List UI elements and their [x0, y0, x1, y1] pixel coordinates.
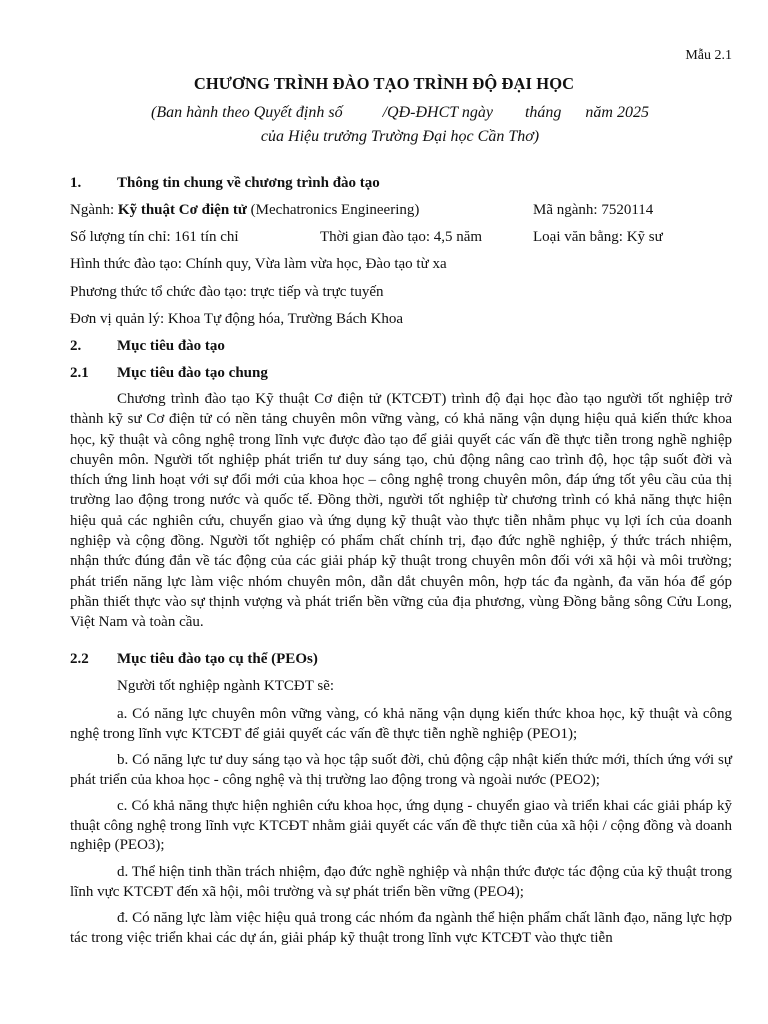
training-form: Hình thức đào tạo: Chính quy, Vừa làm vừa học, Đào tạo từ xa — [70, 256, 447, 272]
managing-unit: Đơn vị quản lý: Khoa Tự động hóa, Trường Bách Khoa — [70, 311, 404, 327]
section-2-1-number: 2.1 — [70, 365, 89, 381]
section-2-number: 2. — [70, 338, 82, 354]
peo-item-b: b. Có năng lực tư duy sáng tạo và học tập suốt đời, chủ động cập nhật kiến thức mới, thích ứng với sự phát triển của khoa học - công nghệ và thị trường lao động trong và ngoài nước (PEO2); — [70, 752, 732, 788]
section-1-heading: Thông tin chung về chương trình đào tạo — [117, 175, 380, 191]
major-label: Ngành: — [70, 202, 118, 218]
major-name: Kỹ thuật Cơ điện tử — [117, 202, 247, 218]
peo-item-dd: đ. Có năng lực làm việc hiệu quả trong các nhóm đa ngành thể hiện phẩm chất lãnh đạo, năng lực hợp tác trong việc triển khai các dự án, giải pháp kỹ thuật trong lĩnh vực KTCĐT vào thực tiễn — [70, 910, 732, 946]
peo-item-c: c. Có khả năng thực hiện nghiên cứu khoa học, ứng dụng - chuyển giao và triển khai các giải pháp kỹ thuật công nghệ trong lĩnh vực KTCĐT nhằm giải quyết các vấn đề thực tiễn của xã hội / cộng đồng và doanh nghiệp (PEO3); — [70, 798, 732, 853]
major-line — [70, 202, 419, 219]
section-2-heading: Mục tiêu đào tạo — [117, 338, 225, 354]
document-subtitle — [60, 101, 740, 149]
degree-type: Loại văn bằng: Kỹ sư — [533, 229, 663, 245]
section-2-2-heading: Mục tiêu đào tạo cụ thể (PEOs) — [117, 651, 318, 667]
duration: Thời gian đào tạo: 4,5 năm — [320, 229, 483, 245]
major-english: (Mechatronics Engineering) — [246, 202, 420, 218]
peo-intro: Người tốt nghiệp ngành KTCĐT sẽ: — [117, 678, 335, 694]
credits: Số lượng tín chỉ: 161 tín chỉ — [70, 229, 239, 245]
delivery-method: Phương thức tổ chức đào tạo: trực tiếp và trực tuyến — [70, 284, 384, 300]
section-1-number: 1. — [70, 175, 82, 191]
subtitle-line-2: của Hiệu trưởng Trường Đại học Cần Thơ) — [260, 128, 540, 145]
major-code: Mã ngành: 7520114 — [533, 202, 654, 218]
section-2-1-heading: Mục tiêu đào tạo chung — [117, 365, 268, 381]
section-2-2-number: 2.2 — [70, 651, 89, 667]
peo-item-a: a. Có năng lực chuyên môn vững vàng, có khả năng vận dụng kiến thức khoa học, kỹ thuật và công nghệ trong lĩnh vực KTCĐT để giải quyết các vấn đề thực tiễn nghề nghiệp (PEO1); — [70, 706, 732, 742]
document-title: CHƯƠNG TRÌNH ĐÀO TẠO TRÌNH ĐỘ ĐẠI HỌC — [193, 74, 575, 93]
peo-item-d: d. Thể hiện tinh thần trách nhiệm, đạo đức nghề nghiệp và nhận thức được tác động của kỹ thuật trong lĩnh vực KTCĐT đến xã hội, môi trường và sự phát triển bền vững (PEO4); — [70, 864, 732, 900]
subtitle-line-1: (Ban hành theo Quyết định số /QĐ-ĐHCT ngày tháng năm 2025 — [151, 104, 649, 121]
form-number: Mẫu 2.1 — [685, 48, 732, 63]
general-objective-paragraph: Chương trình đào tạo Kỹ thuật Cơ điện tử (KTCĐT) trình độ đại học đào tạo người tốt nghiệp trở thành kỹ sư Cơ điện tử có nền tảng chuyên môn vững vàng, có khả năng vận dụng hiệu quả kiến thức khoa học, kỹ thuật và công nghệ trong lĩnh vực được đào tạo để giải quyết các vấn đề thực tiễn trong nghề nghiệp chuyên môn. Người tốt nghiệp phát triển tư duy sáng tạo, chủ động nâng cao trình độ, học tập suốt đời và thích ứng linh hoạt với sự đổi mới của khoa học – công nghệ trong chuyên môn, đáp ứng tốt yêu cầu của thị trường lao động trong nước và quốc tế. Đồng thời, người tốt nghiệp từ chương trình có khả năng thực hiện hiệu quả các nghiên cứu, chuyển giao và ứng dụng kỹ thuật vào thực tiễn nhằm phục vụ lợi ích của doanh nghiệp và cộng đồng. Người tốt nghiệp có phẩm chất chính trị, đạo đức nghề nghiệp, ý thức trách nhiệm, nhận thức đúng đắn về tác động của các giải pháp kỹ thuật trong chuyên môn đối với xã hội và môi trường; phát triển năng lực làm việc nhóm chuyên môn, dẫn dắt chuyên môn, hợp tác đa ngành, đa văn hóa để góp phần thiết thực vào sự thịnh vượng và phát triển bền vững của địa phương, vùng Đồng bằng sông Cửu Long, Việt Nam và toàn cầu. — [70, 391, 732, 631]
